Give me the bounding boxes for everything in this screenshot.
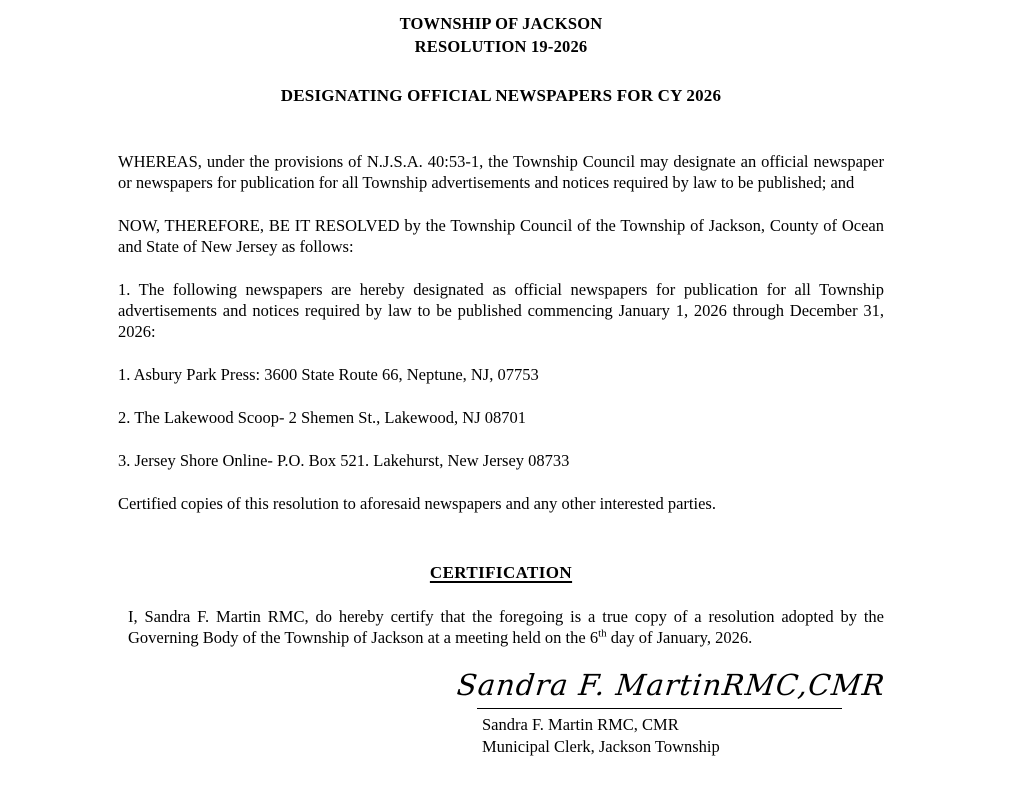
resolved-paragraph: NOW, THEREFORE, BE IT RESOLVED by the Township Council of the Township of Jackson, County of Ocean and State of New Jersey as follows:: [118, 216, 884, 256]
certification-heading-wrap: [118, 562, 884, 583]
resolution-number: RESOLUTION 19-2026: [414, 37, 588, 56]
signature-block: [455, 664, 887, 757]
certification-text-part2: day of January, 2026.: [606, 628, 753, 647]
newspaper-item-2: 2. The Lakewood Scoop- 2 Shemen St., Lakewood, NJ 08701: [118, 408, 527, 427]
certification-paragraph: [118, 606, 884, 648]
signature-rule: [477, 706, 842, 709]
clerk-signature: Sandra F. MartinRMC,CMR: [455, 668, 887, 702]
certification-heading: CERTIFICATION: [429, 563, 573, 582]
newspaper-item-1: 1. Asbury Park Press: 3600 State Route 66, Neptune, NJ, 07753: [118, 365, 539, 384]
document-header: [118, 12, 884, 58]
signer-name: Sandra F. Martin RMC, CMR: [482, 715, 679, 734]
document-title: DESIGNATING OFFICIAL NEWSPAPERS FOR CY 2026: [280, 86, 722, 105]
newspaper-item-3: 3. Jersey Shore Online- P.O. Box 521. Lakehurst, New Jersey 08733: [118, 451, 570, 470]
certified-copies-line: Certified copies of this resolution to aforesaid newspapers and any other interested parties.: [118, 494, 716, 513]
clause1-paragraph: 1. The following newspapers are hereby designated as official newspapers for publication for all Township advertisements and notices required by law to be published commencing January 1, 2026 through December 31, 2026:: [118, 280, 884, 341]
ordinal-superscript: th: [598, 627, 607, 640]
signer-title: Municipal Clerk, Jackson Township: [482, 736, 720, 756]
whereas-paragraph: WHEREAS, under the provisions of N.J.S.A. 40:53-1, the Township Council may designate an official newspaper or newspapers for publication for all Township advertisements and notices required by law to be published; and: [118, 152, 884, 192]
certification-text-part1: I, Sandra F. Martin RMC, do hereby certify that the foregoing is a true copy of a resolution adopted by the Governing Body of the Township of Jackson at a meeting held on the 6: [128, 607, 884, 647]
township-name: TOWNSHIP OF JACKSON: [399, 14, 603, 33]
